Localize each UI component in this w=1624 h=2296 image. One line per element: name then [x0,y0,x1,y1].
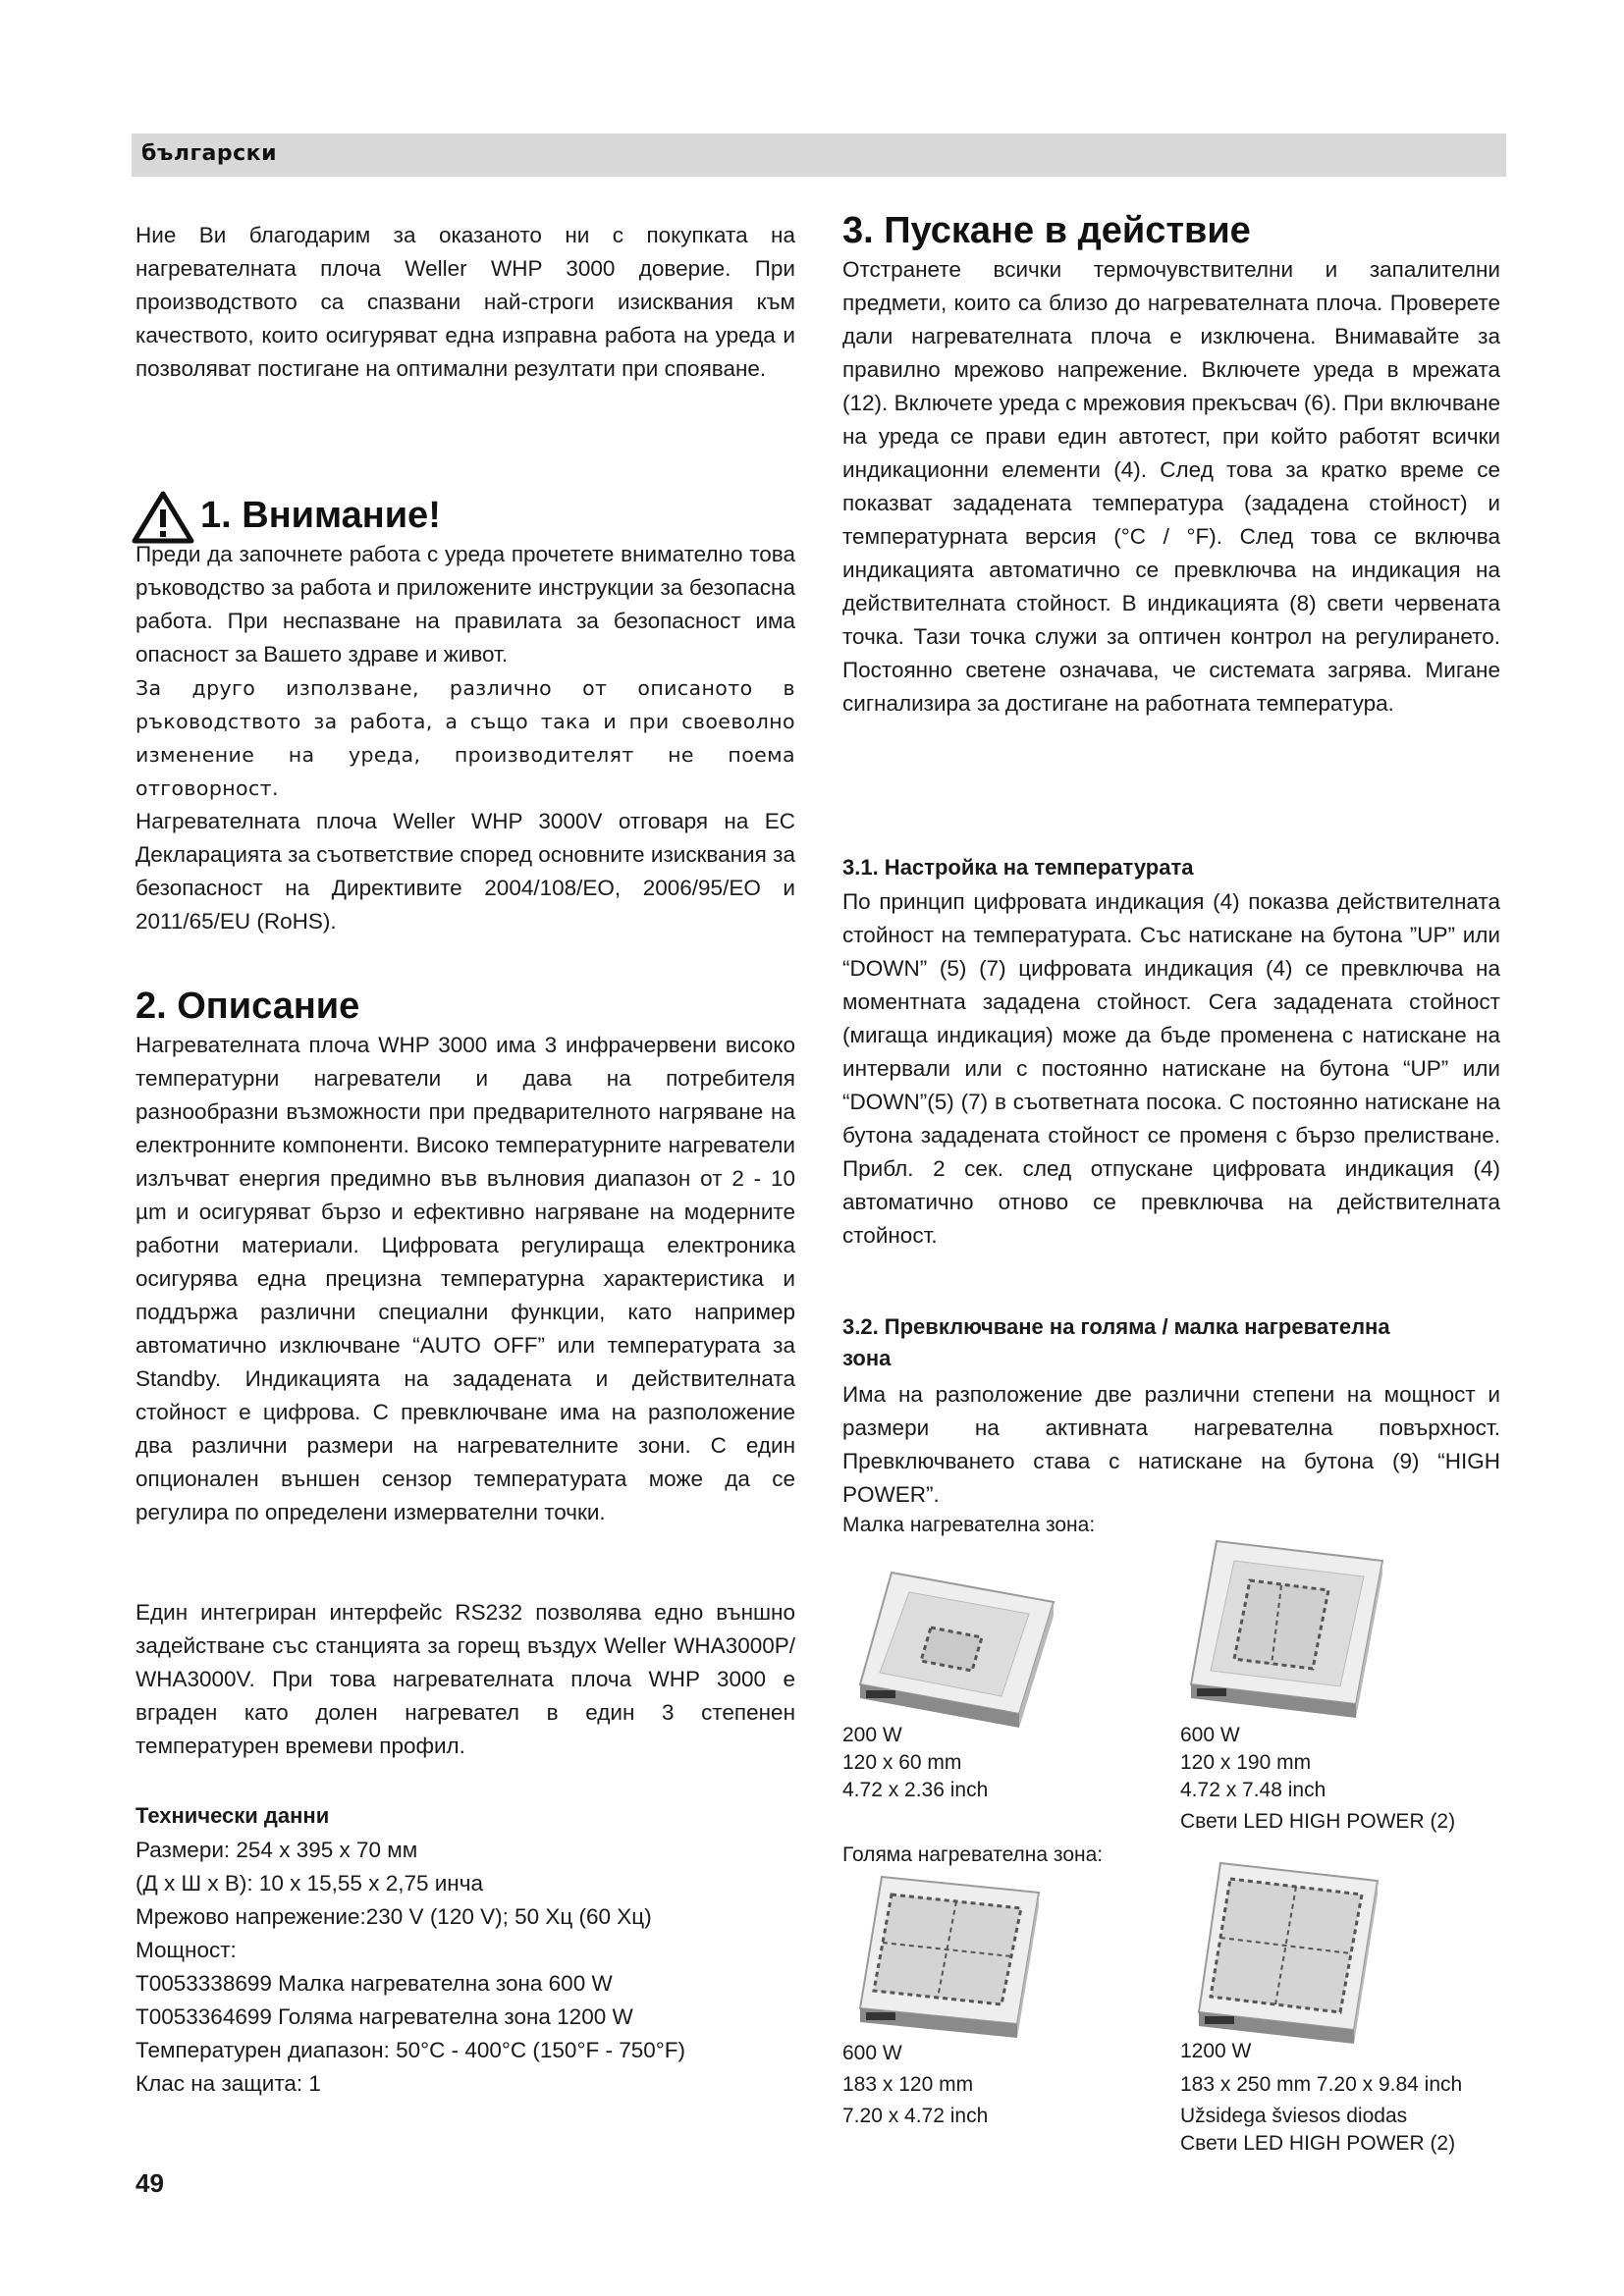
heating-plate-image [1181,1531,1387,1728]
plate-size-mm: 183 x 250 mm 7.20 x 9.84 inch [1180,2073,1463,2096]
tech-data-list [135,1834,795,2101]
page-number: 49 [135,2168,164,2198]
attention-paragraph-1: Преди да започнете работа с уреда прочетете внимателно това ръководство за работа и приложените инструкции за безопасна работа. При неспазване на правилата за безопасност има опасност за Вашето здраве и живот. [135,542,795,667]
plate-size-inch: 4.72 x 7.48 inch [1180,1779,1326,1801]
heating-plate-image [852,1559,1058,1735]
plate-size-mm: 183 x 120 mm [842,2073,974,2096]
tech-line: (Д х Ш х В): 10 x 15,55 x 2,75 инча [135,1871,483,1896]
zone-switch-heading [842,1311,1500,1374]
attention-paragraph-2: За друго използване, различно от описаното в ръководството за работа, а също така и при своеволно изменение на уреда, производителят не поема отговорност. [135,676,795,800]
plate-power: 1200 W [1180,2040,1252,2062]
plate-power: 600 W [842,2042,902,2064]
tech-line: T0053338699 Малка нагревателна зона 600 W [135,1971,613,1996]
startup-heading: 3. Пускане в действие [842,210,1251,251]
small-zone-label: Малка нагревателна зона: [842,1514,1096,1536]
heating-plate-image [852,1869,1049,2046]
plate-power: 200 W [842,1724,902,1746]
zone-switch-heading-line-1: 3.2. Превключване на голяма / малка нагревателна [842,1314,1390,1339]
attention-paragraph-3: Нагревателната плоча Weller WHP 3000V отговаря на ЕС Декларацията за съответствие според основните изисквания за безопасност на Директивите 2004/108/ЕО, 2006/95/ЕО и 2011/65/EU (RoHS). [135,809,795,934]
plate-caption [842,1722,988,1804]
tech-line: T0053364699 Голяма нагревателна зона 1200 W [135,2004,633,2029]
plate-size-inch: Užsidega šviesos diodas [1180,2105,1408,2127]
description-paragraph-1: Нагревателната плоча WHP 3000 има 3 инфрачервени високо температурни нагреватели и дава на потребителя разнообразни възможности при предварителното нагряване на електронните компоненти. Високо температурните нагреватели излъчват енергия предимно във вълновия диапазон от 2 - 10 µm и осигуряват бързо и ефективно нагряване на модерните работни материали. Цифровата регулираща електроника осигурява една прецизна температурна характеристика и поддържа различни специални функции, като например автоматично изключване “AUTO OFF” или температурата за Standby. Индикацията на зададената и действителната стойност е цифрова. С превключване има на разположение два различни размери на нагревателните зони. С един опционален външен сензор температурата може да се регулира по определени измервателни точки. [135,1033,795,1524]
intro-paragraph: Ние Ви благодарим за оказаното ни с покупката на нагревателната плоча Weller WHP 3000 доверие. При производството са спазвани най-строги изисквания към качеството, които осигуряват една изправна работа на уреда и позволяват постигане на оптимални резултати при спояване. [135,223,795,381]
tech-line: Мощност: [135,1938,237,1962]
plate-size-inch: 7.20 x 4.72 inch [842,2105,989,2127]
tech-line: Мрежово напрежение:230 V (120 V); 50 Хц (60 Хц) [135,1904,652,1929]
plate-caption [842,2038,988,2132]
plate-size-mm: 120 x 190 mm [1180,1751,1312,1774]
plate-power: 600 W [1180,1724,1240,1746]
zone-switch-heading-line-2: зона [842,1346,892,1370]
plate-note: Свети LED HIGH POWER (2) [1180,1810,1456,1833]
description-heading: 2. Описание [135,986,360,1027]
tech-line: Клас на защита: 1 [135,2071,321,2096]
temp-setting-paragraph: По принцип цифровата индикация (4) показва действителната стойност на температурата. Със натискане на бутона ”UP” или “DOWN” (5) (7) цифровата индикация (4) се превключва на моментната зададена стойност. Сега зададената стойност (мигаща индикация) може да бъде променена с натискане на интервали или с постоянно натискане на бутона “UP” или “DOWN”(5) (7) в съответната посока. С постоянно натискане на бутона зададената стойност се променя с бързо прелистване. Прибл. 2 сек. след отпускане цифровата индикация (4) автоматично отново се превключва на действителната стойност. [842,889,1500,1248]
tech-line: Температурен диапазон: 50°C - 400°C (150°F - 750°F) [135,2038,685,2062]
plate-note: Свети LED HIGH POWER (2) [1180,2132,1456,2155]
plate-caption [1180,2038,1462,2158]
plate-caption [1180,1722,1455,1836]
attention-heading: 1. Внимание! [200,495,441,536]
tech-data-heading: Технически данни [135,1803,330,1828]
description-paragraph-2: Един интегриран интерфейс RS232 позволява едно външно задействане със станцията за горещ въздух Weller WHA3000P/ WHA3000V. При това нагревателната плоча WHP 3000 е вграден като долен нагревател в един 3 степенен температурен времеви профил. [135,1600,795,1758]
warning-triangle-icon [132,491,194,544]
tech-line: Размери: 254 x 395 x 70 мм [135,1838,418,1862]
plate-size-inch: 4.72 x 2.36 inch [842,1779,989,1801]
heating-plate-image [1191,1855,1387,2052]
startup-paragraph: Отстранете всички термочувствителни и запалителни предмети, които са близо до нагревателната плоча. Проверете дали нагревателната плоча е изключена. Внимавайте за правилно мрежово напрежение. Включете уреда в мрежата (12). Включете уреда с мрежовия прекъсвач (6). При включване на уреда се прави един автотест, при който работят всички индикационни елементи (4). След това за кратко време се показват зададената температура (зададена стойност) и температурната версия (°C / °F). След това се включва индикацията автоматично се превключва на индикация на действителната стойност. В индикацията (8) свети червената точка. Тази точка служи за оптичен контрол на регулирането. Постоянно светене означава, че системата загрява. Мигане сигнализира за достигане на работната температура. [842,257,1500,716]
language-header-bar [132,133,1506,177]
zone-switch-paragraph: Има на разположение две различни степени на мощност и размери на активната нагревателна повърхност. Превключването става с натискане на бутона (9) “HIGH POWER”. [842,1382,1500,1507]
plate-size-mm: 120 x 60 mm [842,1751,962,1774]
language-label: български [141,141,277,166]
large-zone-label: Голяма нагревателна зона: [842,1843,1104,1866]
temp-setting-heading: 3.1. Настройка на температурата [842,855,1194,880]
